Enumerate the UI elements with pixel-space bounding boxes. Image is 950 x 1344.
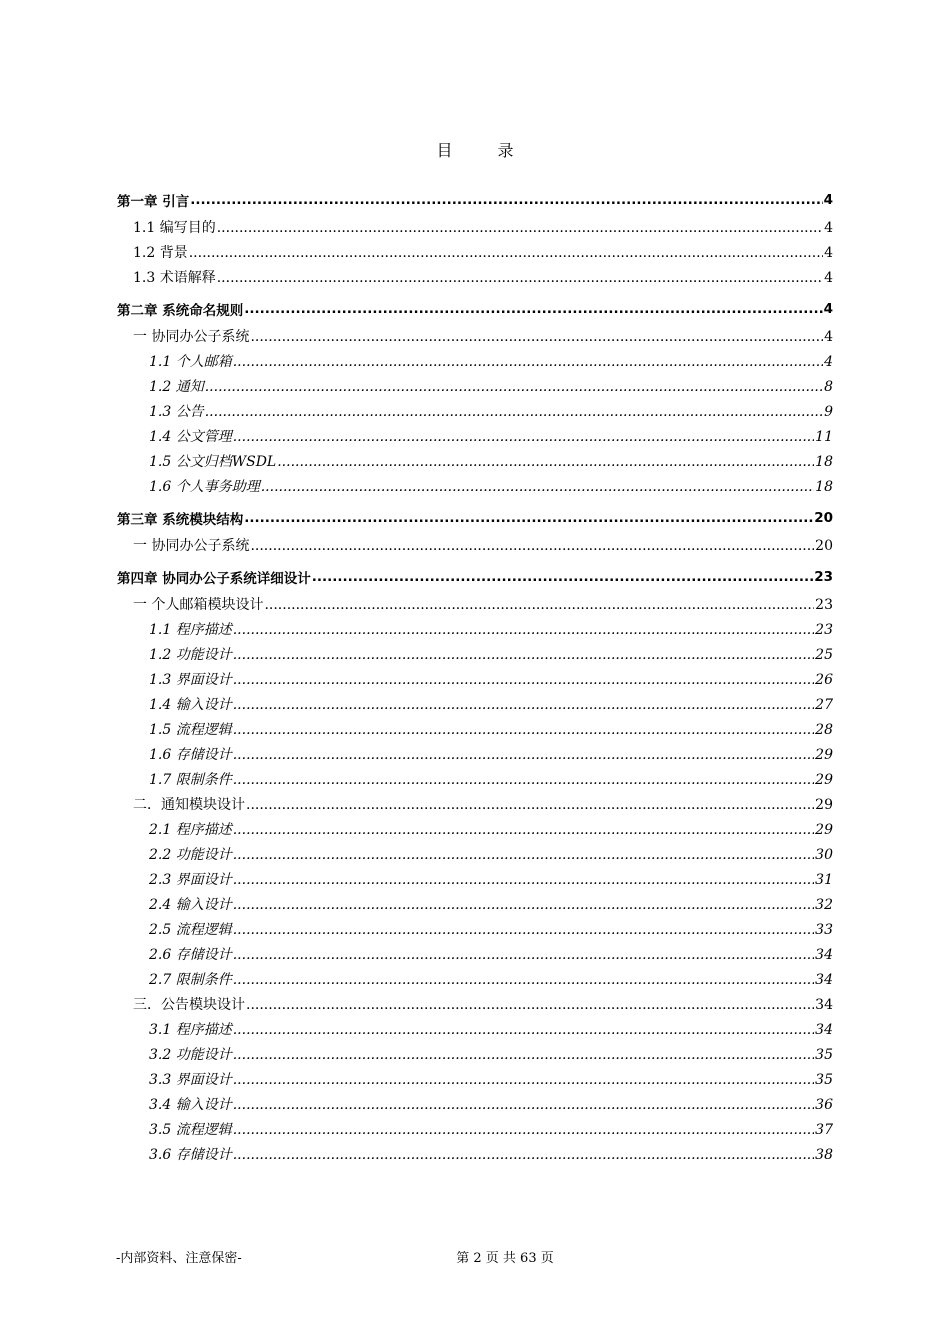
toc-entry[interactable] <box>117 217 833 242</box>
toc-entry-page-number: 20 <box>815 538 833 554</box>
toc-entry[interactable] <box>117 426 833 451</box>
toc-entry[interactable] <box>117 819 833 844</box>
toc-dot-leader <box>233 847 814 863</box>
toc-entry-page-number: 34 <box>815 947 833 963</box>
toc-entry-page-number: 34 <box>815 1022 833 1038</box>
toc-dot-leader <box>233 872 814 888</box>
toc-entry-label: 3.4 输入设计 <box>149 1097 232 1113</box>
toc-entry-label: 1.6 存储设计 <box>149 747 232 763</box>
toc-entry[interactable] <box>117 969 833 994</box>
toc-entry-page-number: 38 <box>815 1147 833 1163</box>
toc-entry-page-number: 9 <box>824 404 833 420</box>
toc-entry-page-number: 25 <box>815 647 833 663</box>
toc-entry[interactable] <box>117 894 833 919</box>
toc-entry-page-number: 4 <box>824 329 833 345</box>
toc-entry-label: 3.1 程序描述 <box>149 1022 232 1038</box>
toc-entry-label: 1.1 程序描述 <box>149 622 232 638</box>
toc-entry[interactable] <box>117 694 833 719</box>
toc-entry[interactable] <box>117 183 833 217</box>
toc-entry-label: 第一章 引言 <box>117 194 190 210</box>
toc-dot-leader <box>233 897 814 913</box>
toc-entry[interactable] <box>117 1069 833 1094</box>
toc-dot-leader <box>233 354 823 370</box>
toc-dot-leader <box>233 1072 814 1088</box>
toc-entry-label: 1.2 背景 <box>133 245 188 261</box>
toc-entry[interactable] <box>117 351 833 376</box>
toc-entry-page-number: 4 <box>823 301 833 317</box>
toc-entry[interactable] <box>117 326 833 351</box>
toc-entry[interactable] <box>117 869 833 894</box>
toc-entry[interactable] <box>117 401 833 426</box>
toc-dot-leader <box>250 538 814 554</box>
toc-entry-label: 2.4 输入设计 <box>149 897 232 913</box>
toc-entry[interactable] <box>117 994 833 1019</box>
toc-entry-page-number: 4 <box>824 245 833 261</box>
toc-dot-leader <box>189 245 823 261</box>
toc-entry-label: 3.2 功能设计 <box>149 1047 232 1063</box>
toc-entry-label: 1.2 通知 <box>149 379 204 395</box>
toc-entry-label: 第四章 协同办公子系统详细设计 <box>117 571 311 587</box>
toc-entry-page-number: 34 <box>815 997 833 1013</box>
toc-entry-label: 1.1 个人邮箱 <box>149 354 232 370</box>
toc-entry-label: 1.7 限制条件 <box>149 772 232 788</box>
toc-entry-label: 1.6 个人事务助理 <box>149 479 260 495</box>
toc-dot-leader <box>246 797 814 813</box>
toc-entry-label: 1.4 公文管理 <box>149 429 232 445</box>
toc-dot-leader <box>205 379 823 395</box>
toc-entry-page-number: 23 <box>815 597 833 613</box>
toc-entry[interactable] <box>117 242 833 267</box>
toc-entry-page-number: 29 <box>815 747 833 763</box>
toc-entry-page-number: 28 <box>815 722 833 738</box>
toc-dot-leader <box>190 192 822 208</box>
toc-entry-label: 1.4 输入设计 <box>149 697 232 713</box>
toc-dot-leader <box>312 569 814 585</box>
toc-entry-label: 三．公告模块设计 <box>133 997 245 1013</box>
toc-entry-page-number: 23 <box>814 569 833 585</box>
toc-dot-leader <box>233 647 814 663</box>
toc-entry-page-number: 29 <box>815 797 833 813</box>
toc-entry[interactable] <box>117 619 833 644</box>
toc-entry-page-number: 35 <box>815 1072 833 1088</box>
toc-dot-leader <box>233 747 814 763</box>
toc-dot-leader <box>264 597 814 613</box>
toc-dot-leader <box>233 697 814 713</box>
toc-entry-page-number: 4 <box>824 354 833 370</box>
toc-entry[interactable] <box>117 1119 833 1144</box>
toc-dot-leader <box>233 947 814 963</box>
toc-dot-leader <box>244 301 822 317</box>
toc-entry[interactable] <box>117 1019 833 1044</box>
toc-entry-page-number: 35 <box>815 1047 833 1063</box>
toc-dot-leader <box>233 1047 814 1063</box>
toc-entry-page-number: 8 <box>824 379 833 395</box>
toc-entry-page-number: 31 <box>815 872 833 888</box>
toc-entry-page-number: 29 <box>815 772 833 788</box>
toc-entry-page-number: 36 <box>815 1097 833 1113</box>
toc-entry-page-number: 20 <box>814 510 833 526</box>
toc-entry-label: 3.6 存储设计 <box>149 1147 232 1163</box>
toc-entry-label: 2.6 存储设计 <box>149 947 232 963</box>
toc-entry-page-number: 4 <box>824 220 833 236</box>
toc-dot-leader <box>261 479 814 495</box>
toc-entry[interactable] <box>117 1144 833 1169</box>
toc-dot-leader <box>217 220 823 236</box>
toc-entry-label: 1.3 术语解释 <box>133 270 216 286</box>
toc-entry-page-number: 4 <box>824 270 833 286</box>
toc-dot-leader <box>233 429 814 445</box>
toc-dot-leader <box>233 672 814 688</box>
toc-entry[interactable] <box>117 376 833 401</box>
toc-dot-leader <box>233 772 814 788</box>
toc-entry-page-number: 26 <box>815 672 833 688</box>
toc-entry-label: 第二章 系统命名规则 <box>117 303 244 319</box>
toc-dot-leader <box>233 622 814 638</box>
toc-entry[interactable] <box>117 644 833 669</box>
toc-entry[interactable] <box>117 560 833 594</box>
toc-entry[interactable] <box>117 919 833 944</box>
toc-entry-page-number: 23 <box>815 622 833 638</box>
toc-entry[interactable] <box>117 267 833 292</box>
toc-entry-label: 一 协同办公子系统 <box>133 538 250 554</box>
toc-entry-page-number: 30 <box>815 847 833 863</box>
toc-entry-page-number: 11 <box>815 429 833 445</box>
toc-entry-label: 2.1 程序描述 <box>149 822 232 838</box>
toc-entry[interactable] <box>117 1044 833 1069</box>
toc-entry-label: 二．通知模块设计 <box>133 797 245 813</box>
toc-dot-leader <box>233 822 814 838</box>
toc-title: 目 录 <box>436 141 534 160</box>
footer-confidential-note: -内部资料、注意保密- <box>116 1251 242 1266</box>
toc-entry-label: 2.5 流程逻辑 <box>149 922 232 938</box>
toc-entry-label: 2.7 限制条件 <box>149 972 232 988</box>
toc-entry-page-number: 29 <box>815 822 833 838</box>
toc-dot-leader <box>233 1022 814 1038</box>
toc-entry-label: 第三章 系统模块结构 <box>117 512 244 528</box>
toc-entry-label: 3.5 流程逻辑 <box>149 1122 232 1138</box>
toc-entry-page-number: 18 <box>815 479 833 495</box>
toc-entry-page-number: 33 <box>815 922 833 938</box>
toc-entry-label: 1.1 编写目的 <box>133 220 216 236</box>
toc-entry-label: 3.3 界面设计 <box>149 1072 232 1088</box>
toc-entry-label: 2.3 界面设计 <box>149 872 232 888</box>
toc-dot-leader <box>250 329 823 345</box>
toc-dot-leader <box>205 404 823 420</box>
toc-dot-leader <box>277 454 814 470</box>
toc-entry-page-number: 27 <box>815 697 833 713</box>
toc-entry[interactable] <box>117 944 833 969</box>
toc-dot-leader <box>233 922 814 938</box>
toc-entry-page-number: 34 <box>815 972 833 988</box>
toc-dot-leader <box>246 997 814 1013</box>
toc-entry-label: 1.5 公文归档WSDL <box>149 454 277 470</box>
toc-dot-leader <box>233 972 814 988</box>
footer-page-number: 第 2 页 共 63 页 <box>456 1251 554 1266</box>
toc-entry-label: 1.2 功能设计 <box>149 647 232 663</box>
toc-entry-label: 一 协同办公子系统 <box>133 329 250 345</box>
toc-entry[interactable] <box>117 744 833 769</box>
toc-entry-page-number: 32 <box>815 897 833 913</box>
table-of-contents <box>117 183 833 1169</box>
toc-dot-leader <box>233 1122 814 1138</box>
toc-dot-leader <box>233 722 814 738</box>
toc-entry[interactable] <box>117 535 833 560</box>
toc-entry[interactable] <box>117 669 833 694</box>
toc-entry-page-number: 37 <box>815 1122 833 1138</box>
toc-dot-leader <box>244 510 813 526</box>
toc-entry[interactable] <box>117 719 833 744</box>
toc-entry[interactable] <box>117 594 833 619</box>
toc-entry-label: 1.3 公告 <box>149 404 204 420</box>
toc-entry[interactable] <box>117 794 833 819</box>
toc-entry[interactable] <box>117 1094 833 1119</box>
toc-entry[interactable] <box>117 844 833 869</box>
toc-entry-page-number: 18 <box>815 454 833 470</box>
toc-dot-leader <box>233 1097 814 1113</box>
toc-dot-leader <box>217 270 823 286</box>
toc-entry[interactable] <box>117 476 833 501</box>
toc-entry[interactable] <box>117 451 833 476</box>
toc-entry[interactable] <box>117 292 833 326</box>
toc-entry-label: 2.2 功能设计 <box>149 847 232 863</box>
toc-entry-label: 1.5 流程逻辑 <box>149 722 232 738</box>
toc-dot-leader <box>233 1147 814 1163</box>
toc-entry-label: 一 个人邮箱模块设计 <box>133 597 264 613</box>
toc-entry-label: 1.3 界面设计 <box>149 672 232 688</box>
toc-entry[interactable] <box>117 501 833 535</box>
toc-entry-page-number: 4 <box>823 192 833 208</box>
toc-entry[interactable] <box>117 769 833 794</box>
